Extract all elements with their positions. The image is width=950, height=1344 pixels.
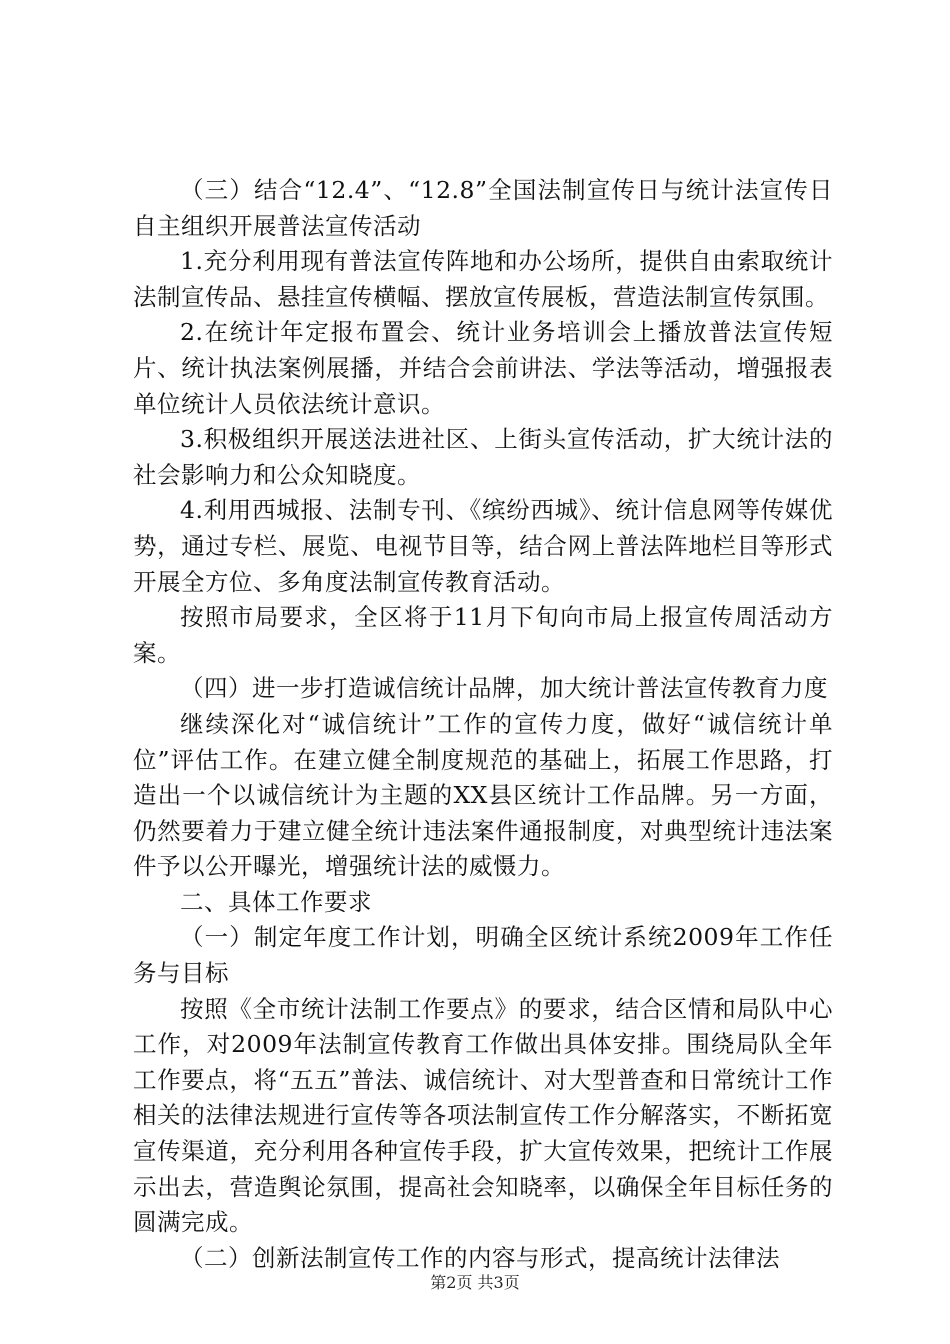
- section-heading-4: （四）进一步打造诚信统计品牌，加大统计普法宣传教育力度: [180, 674, 828, 703]
- section-heading-requirements: 二、具体工作要求: [180, 887, 372, 916]
- page-footer: 第2页 共3页: [430, 1273, 520, 1292]
- paragraph-item-2: 2.在统计年定报布置会、统计业务培训会上播放普法宣传短片、统计执法案例展播，并结合会前讲法、学法等活动，增强报表单位统计人员依法统计意识。: [133, 318, 833, 418]
- subsection-heading-1: （一）制定年度工作计划，明确全区统计系统2009年工作任务与目标: [133, 923, 833, 988]
- paragraph-item-3: 3.积极组织开展送法进社区、上街头宣传活动，扩大统计法的社会影响力和公众知晓度。: [133, 425, 833, 489]
- section-heading-3: （三）结合“12.4”、“12.8”全国法制宣传日与统计法宣传日自主组织开展普法宣传活动: [133, 176, 833, 240]
- paragraph-integrity: 继续深化对“诚信统计”工作的宣传力度，做好“诚信统计单位”评估工作。在建立健全制度规范的基础上，拓展工作思路，打造出一个以诚信统计为主题的XX县区统计工作品牌。另一方面，仍然要着力于建立健全统计违法案件通报制度，对典型统计违法案件予以公开曝光，增强统计法的威慑力。: [133, 709, 833, 881]
- document-body: [133, 173, 833, 1276]
- subsection-heading-2: （二）创新法制宣传工作的内容与形式，提高统计法律法: [180, 1243, 780, 1272]
- paragraph-annual-plan: 按照《全市统计法制工作要点》的要求，结合区情和局队中心工作，对2009年法制宣传教育工作做出具体安排。围绕局队全年工作要点，将“五五”普法、诚信统计、对大型普查和日常统计工作相关的法律法规进行宣传等各项法制宣传工作分解落实，不断拓宽宣传渠道，充分利用各种宣传手段，扩大宣传效果，把统计工作展示出去，营造舆论氛围，提高社会知晓率，以确保全年目标任务的圆满完成。: [133, 994, 833, 1237]
- paragraph-item-1: 1.充分利用现有普法宣传阵地和办公场所，提供自由索取统计法制宣传品、悬挂宣传横幅、摆放宣传展板，营造法制宣传氛围。: [133, 247, 833, 311]
- paragraph-schedule: 按照市局要求，全区将于11月下旬向市局上报宣传周活动方案。: [133, 603, 833, 667]
- paragraph-item-4: 4.利用西城报、法制专刊、《缤纷西城》、统计信息网等传媒优势，通过专栏、展览、电视节目等，结合网上普法阵地栏目等形式开展全方位、多角度法制宣传教育活动。: [133, 496, 833, 596]
